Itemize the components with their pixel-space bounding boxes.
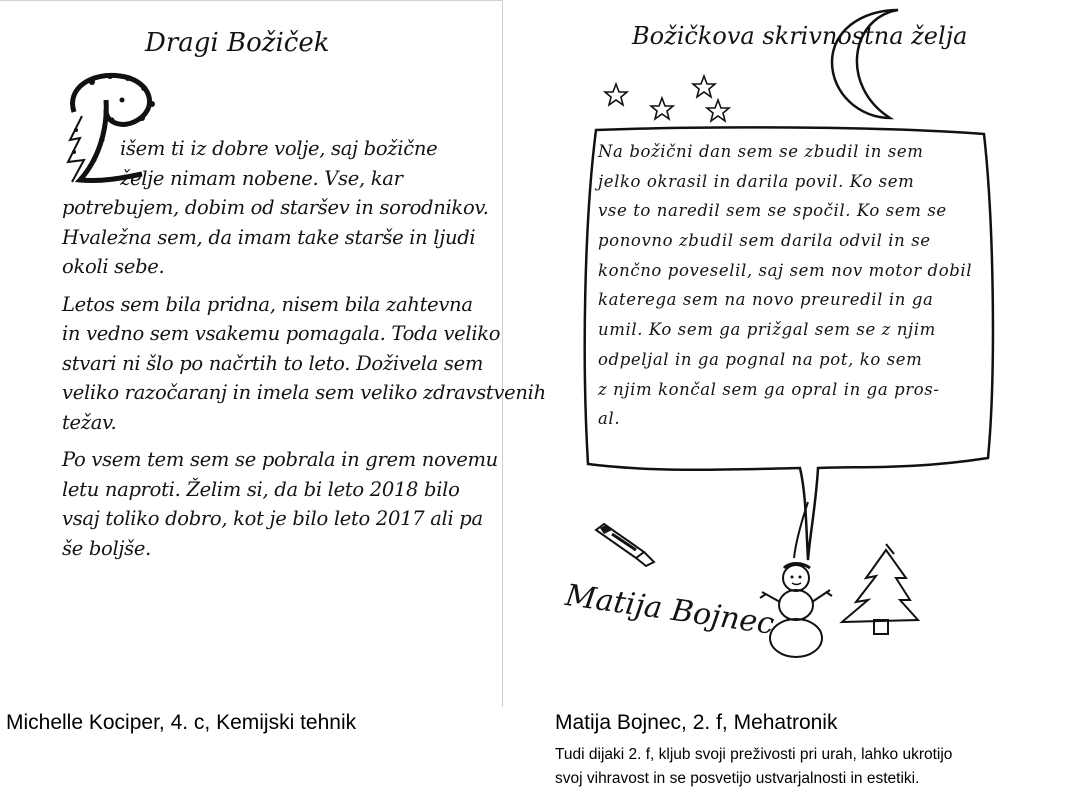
caption-note-line: svoj vihravost in se posvetijo ustvarjalnosti in estetiki. — [555, 770, 920, 787]
letter-line: al. — [598, 409, 621, 429]
right-letter-body — [598, 137, 983, 434]
left-letter-body — [62, 134, 546, 563]
letter-line: z njim končal sem ga opral in ga pros- — [598, 379, 940, 399]
letter-line: Letos sem bila pridna, nisem bila zahtevna — [62, 292, 473, 316]
letter-line: umil. Ko sem ga prižgal sem se z njim — [598, 320, 936, 340]
letter-line: vse to naredil sem se spočil. Ko sem se — [598, 201, 947, 221]
signature: Matija Bojnec — [563, 578, 777, 642]
crescent-moon-icon — [820, 6, 910, 121]
letter-line: jelko okrasil in darila povil. Ko sem — [598, 171, 915, 191]
letter-line: katerega sem na novo preuredil in ga — [598, 290, 934, 310]
caption-note-line: Tudi dijaki 2. f, kljub svoji preživosti pri urah, lahko ukrotijo — [555, 746, 953, 763]
caption-note — [555, 743, 1055, 791]
letter-line: stvari ni šlo po načrtih to leto. Doživela sem — [62, 351, 484, 375]
paragraph-gap — [62, 282, 482, 290]
paragraph-gap — [62, 437, 482, 445]
christmas-tree-icon — [838, 540, 922, 640]
letter-line: Po vsem tem sem se pobrala in grem novemu — [62, 448, 498, 471]
right-caption: Matija Bojnec, 2. f, Mehatronik — [555, 711, 838, 734]
tube-icon — [592, 520, 662, 570]
letter-line: vsaj toliko dobro, kot je bilo leto 2017 ali pa — [62, 507, 483, 530]
letter-line: ponovno zbudil sem darila odvil in se — [598, 231, 931, 251]
letter-line: išem ti iz dobre volje, saj božične — [120, 137, 438, 160]
left-caption: Michelle Kociper, 4. c, Kemijski tehnik — [6, 711, 357, 734]
letter-line: želje nimam nobene. Vse, kar — [120, 166, 403, 190]
letter-line: letu naproti. Želim si, da bi leto 2018 bilo — [62, 477, 460, 501]
letter-line: veliko razočaranj in imela sem veliko zdravstvenih — [62, 381, 546, 404]
letter-line: končno poveselil, saj sem nov motor dobil — [598, 260, 973, 280]
letter-line: in vedno sem vsakemu pomagala. Toda veliko — [62, 322, 501, 345]
letter-line: Hvaležna sem, da imam take starše in ljudi — [62, 225, 476, 249]
letter-line: potrebujem, dobim od staršev in sorodnikov. — [62, 196, 489, 219]
letter-line: še boljše. — [62, 536, 151, 560]
letter-line: odpeljal in ga pognal na pot, ko sem — [598, 349, 923, 369]
letter-line: Na božični dan sem se zbudil in sem — [598, 142, 924, 161]
right-letter-title: Božičkova skrivnostna želja — [632, 22, 968, 50]
stars-icon — [600, 70, 740, 130]
letter-line: okoli sebe. — [62, 255, 165, 278]
left-letter-title: Dragi Božiček — [145, 28, 330, 58]
letter-line: težav. — [62, 410, 117, 434]
